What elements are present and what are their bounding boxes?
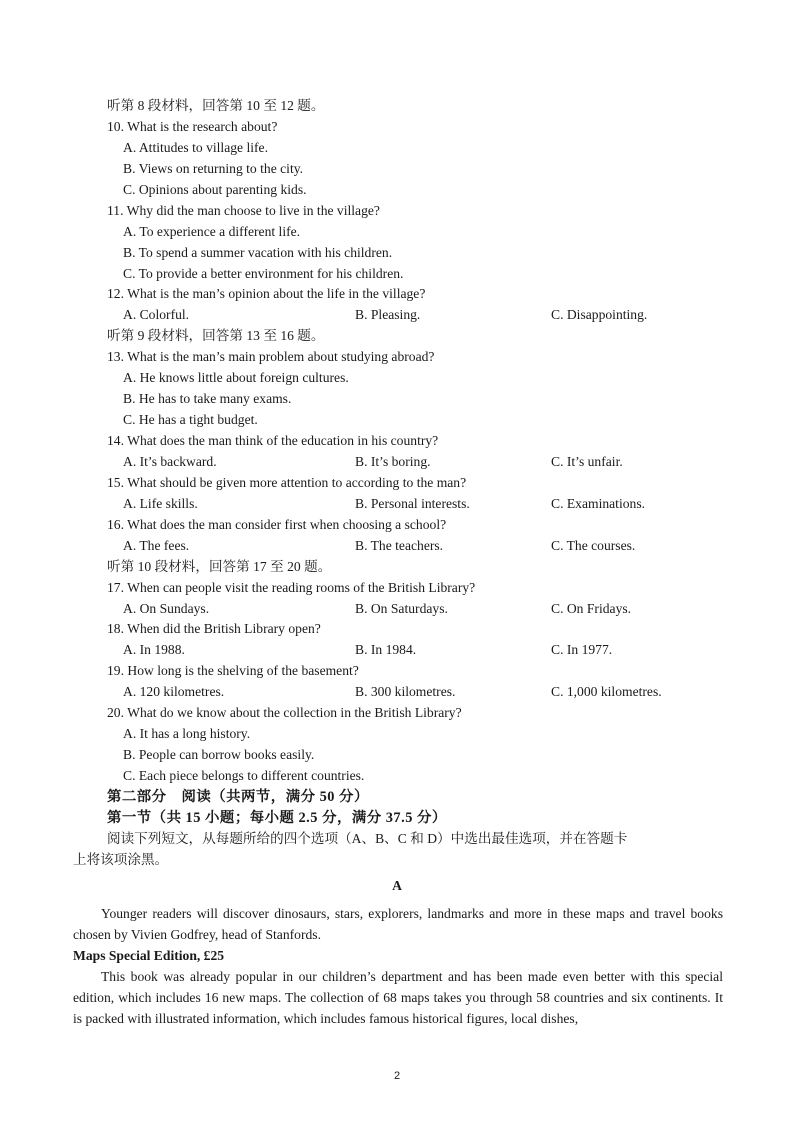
option: C. Opinions about parenting kids. (123, 181, 307, 197)
option-row (0, 452, 794, 473)
listening-header-8: 听第 8 段材料，回答第 10 至 12 题。 (107, 98, 325, 113)
page-number: 2 (393, 1070, 401, 1082)
option-b: B. On Saturdays. (355, 600, 448, 616)
option: A. He knows little about foreign cultures. (123, 370, 349, 386)
option-row (0, 305, 794, 326)
option-row (0, 682, 794, 703)
question-17: 17. When can people visit the reading rooms of the British Library? (107, 579, 476, 595)
question-14: 14. What does the man think of the education in his country? (107, 433, 439, 448)
option-c: C. It’s unfair. (551, 453, 623, 469)
option-row (0, 599, 794, 620)
option: C. Each piece belongs to different countries. (123, 768, 365, 783)
option-b: B. Pleasing. (355, 307, 421, 323)
option-a: A. Colorful. (123, 307, 190, 323)
question-10: 10. What is the research about? (107, 118, 278, 134)
option: A. Attitudes to village life. (123, 139, 268, 155)
option: B. People can borrow books easily. (123, 747, 315, 763)
question-18: 18. When did the British Library open? (107, 621, 321, 637)
reading-instruction: 阅读下列短文，从每题所给的四个选项（A、B、C 和 D）中选出最佳选项，并在答题卡 (107, 830, 628, 846)
option-c: C. On Fridays. (551, 600, 632, 616)
option-b: B. 300 kilometres. (355, 684, 456, 700)
option-a: A. The fees. (123, 537, 190, 553)
listening-header-9: 听第 9 段材料，回答第 13 至 16 题。 (107, 328, 325, 344)
option: A. It has a long history. (123, 726, 251, 742)
reading-instruction-cont: 上将该项涂黑。 (73, 851, 169, 867)
book-paragraph (73, 966, 723, 1029)
option-c: C. In 1977. (551, 642, 613, 658)
option-a: A. It’s backward. (123, 453, 217, 469)
part-two-title: 第二部分 阅读（共两节，满分 50 分） (107, 788, 369, 805)
intro-text: Younger readers will discover dinosaurs, stars, explorers, landmarks and more in these maps and travel books chosen by Vivien Godfrey, head of Stanfords. (73, 906, 723, 942)
option-b: B. The teachers. (355, 537, 444, 553)
question-11: 11. Why did the man choose to live in the village? (107, 202, 380, 218)
option-row (0, 640, 794, 661)
question-16: 16. What does the man consider first when choosing a school? (107, 516, 447, 532)
option-a: A. In 1988. (123, 642, 185, 658)
intro-paragraph (73, 903, 723, 945)
section-one-title: 第一节（共 15 小题；每小题 2.5 分，满分 37.5 分） (107, 809, 447, 826)
option-b: B. It’s boring. (355, 453, 431, 469)
option-b: B. Personal interests. (355, 495, 470, 511)
option: A. To experience a different life. (123, 223, 301, 239)
question-15: 15. What should be given more attention to according to the man? (107, 474, 467, 490)
option-c: C. The courses. (551, 537, 636, 553)
question-12: 12. What is the man’s opinion about the life in the village? (107, 286, 426, 302)
option: C. He has a tight budget. (123, 412, 258, 428)
option-row (0, 494, 794, 515)
option-a: A. Life skills. (123, 495, 198, 511)
option: C. To provide a better environment for his children. (123, 265, 404, 281)
passage-label: A (392, 878, 402, 893)
listening-section (0, 96, 794, 871)
question-19: 19. How long is the shelving of the basement? (107, 663, 359, 679)
option-row (0, 536, 794, 557)
option-c: C. Disappointing. (551, 307, 648, 323)
option-c: C. 1,000 kilometres. (551, 684, 662, 700)
question-20: 20. What do we know about the collection in the British Library? (107, 705, 462, 721)
option: B. He has to take many exams. (123, 391, 292, 407)
question-13: 13. What is the man’s main problem about studying abroad? (107, 349, 435, 365)
option: B. Views on returning to the city. (123, 160, 304, 176)
option-c: C. Examinations. (551, 495, 646, 511)
option-a: A. On Sundays. (123, 600, 210, 616)
listening-header-10: 听第 10 段材料，回答第 17 至 20 题。 (107, 558, 332, 574)
option-a: A. 120 kilometres. (123, 684, 225, 700)
option: B. To spend a summer vacation with his children. (123, 244, 393, 260)
book-text: This book was already popular in our children’s department and has been made even better with this special edition, which includes 16 new maps. The collection of 68 maps takes you through 58 countries and six continents. It is packed with illustrated information, which includes famous historical figures, local dishes, (73, 969, 723, 1026)
option-b: B. In 1984. (355, 642, 417, 658)
book-title: Maps Special Edition, £25 (73, 948, 225, 963)
